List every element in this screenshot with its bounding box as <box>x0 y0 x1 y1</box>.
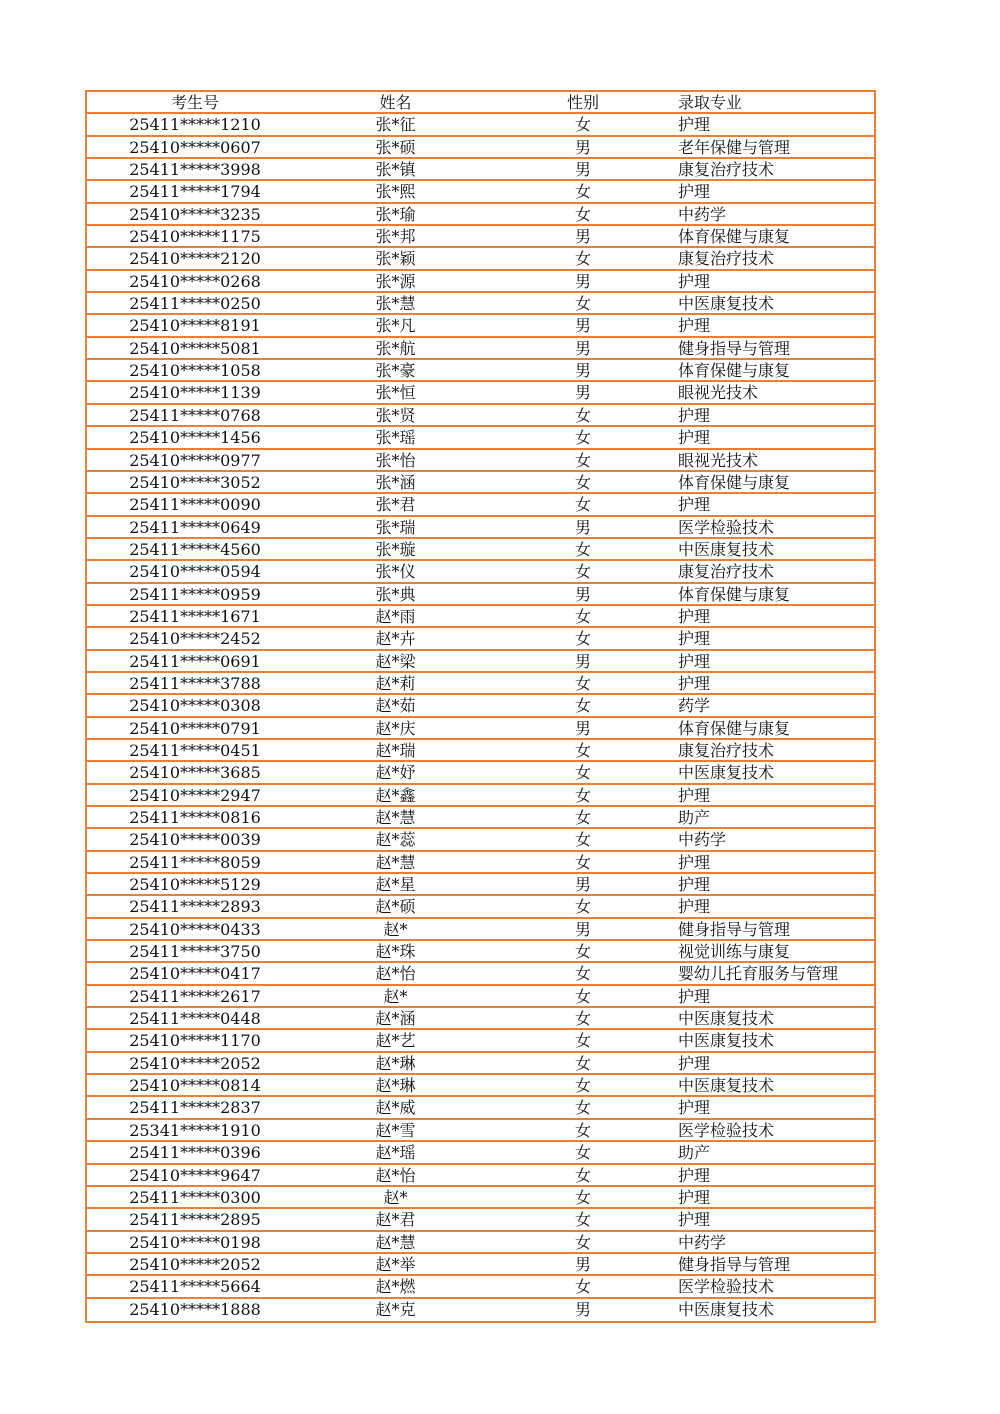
cell-major: 中医康复技术 <box>678 763 775 783</box>
cell-major: 护理 <box>678 405 711 425</box>
cell-major: 康复治疗技术 <box>678 740 775 760</box>
cell-name: 赵*雪 <box>375 1120 416 1140</box>
cell-name: 赵*琳 <box>375 1053 416 1073</box>
cell-gender: 女 <box>574 472 591 492</box>
table-row <box>87 561 874 583</box>
cell-name: 赵*鑫 <box>375 785 416 805</box>
cell-exam-id: 25411*****0816 <box>129 808 261 827</box>
cell-gender: 男 <box>574 651 591 671</box>
cell-exam-id: 25411*****0396 <box>129 1143 261 1163</box>
cell-gender: 男 <box>574 718 591 738</box>
cell-exam-id: 25410*****1139 <box>129 383 261 403</box>
cell-exam-id: 25411*****0768 <box>129 405 261 425</box>
cell-exam-id: 25410*****0977 <box>129 450 261 470</box>
cell-name: 张*征 <box>375 115 416 135</box>
table-row <box>87 450 874 472</box>
cell-name: 张*颖 <box>375 249 416 269</box>
cell-name: 赵*茹 <box>375 696 416 716</box>
cell-exam-id: 25410*****0308 <box>129 696 261 716</box>
table-row <box>87 584 874 606</box>
cell-major: 中医康复技术 <box>678 539 775 559</box>
cell-major: 护理 <box>678 852 711 872</box>
cell-name: 赵*慧 <box>375 1232 416 1252</box>
cell-gender: 女 <box>574 1165 591 1185</box>
cell-gender: 女 <box>574 1143 591 1163</box>
cell-gender: 女 <box>574 428 591 448</box>
cell-gender: 女 <box>574 539 591 559</box>
cell-name: 赵*慧 <box>375 852 416 872</box>
cell-name: 张*贤 <box>375 405 416 425</box>
cell-gender: 男 <box>574 383 591 403</box>
cell-exam-id: 25411*****0959 <box>129 584 261 604</box>
table-row <box>87 517 874 539</box>
cell-major: 体育保健与康复 <box>678 472 791 492</box>
table-row <box>87 852 874 874</box>
cell-gender: 男 <box>574 919 591 939</box>
cell-gender: 女 <box>574 606 591 626</box>
table-row <box>87 472 874 494</box>
cell-exam-id: 25410*****0594 <box>129 562 261 582</box>
cell-name: 张*硕 <box>375 137 416 157</box>
header-name: 姓名 <box>379 93 412 112</box>
cell-name: 赵*硕 <box>375 897 416 917</box>
cell-gender: 女 <box>574 182 591 202</box>
cell-major: 中药学 <box>678 830 727 850</box>
cell-major: 康复治疗技术 <box>678 160 775 180</box>
cell-exam-id: 25410*****2052 <box>129 1254 261 1274</box>
cell-name: 赵*雨 <box>375 606 416 626</box>
cell-major: 护理 <box>678 785 711 805</box>
cell-exam-id: 25410*****3685 <box>129 763 261 783</box>
cell-exam-id: 25410*****0039 <box>129 830 261 850</box>
cell-exam-id: 25410*****1456 <box>129 428 261 448</box>
table-row <box>87 1053 874 1075</box>
cell-gender: 女 <box>574 897 591 917</box>
cell-gender: 女 <box>574 763 591 783</box>
cell-gender: 女 <box>574 1031 591 1051</box>
cell-exam-id: 25410*****5081 <box>129 338 261 358</box>
cell-major: 中医康复技术 <box>678 1299 775 1319</box>
table-row <box>87 986 874 1008</box>
cell-name: 张*怡 <box>375 450 416 470</box>
cell-exam-id: 25410*****0814 <box>129 1076 261 1096</box>
cell-exam-id: 25411*****0250 <box>129 294 261 314</box>
cell-gender: 男 <box>574 1299 591 1319</box>
table-row <box>87 1142 874 1164</box>
cell-gender: 女 <box>574 115 591 135</box>
cell-major: 助产 <box>678 1143 711 1163</box>
cell-exam-id: 25410*****0791 <box>129 718 261 738</box>
table-row <box>87 1165 874 1187</box>
cell-major: 视觉训练与康复 <box>678 942 791 962</box>
cell-name: 张*豪 <box>375 361 416 381</box>
cell-gender: 女 <box>574 294 591 314</box>
table-row <box>87 651 874 673</box>
table-row <box>87 204 874 226</box>
cell-exam-id: 25411*****0448 <box>129 1009 261 1029</box>
cell-major: 护理 <box>678 629 711 649</box>
table-row <box>87 941 874 963</box>
cell-major: 健身指导与管理 <box>678 1254 791 1274</box>
cell-name: 赵*慧 <box>375 808 416 827</box>
cell-major: 体育保健与康复 <box>678 584 791 604</box>
cell-name: 张*涵 <box>375 472 416 492</box>
cell-major: 眼视光技术 <box>678 450 759 470</box>
cell-name: 张*瑶 <box>375 428 416 448</box>
table-row <box>87 539 874 561</box>
cell-major: 中医康复技术 <box>678 294 775 314</box>
cell-name: 赵*星 <box>375 875 416 895</box>
cell-major: 中医康复技术 <box>678 1009 775 1029</box>
cell-major: 护理 <box>678 428 711 448</box>
cell-name: 张*源 <box>375 271 416 291</box>
cell-name: 赵*君 <box>375 1210 416 1230</box>
cell-exam-id: 25410*****0607 <box>129 137 261 157</box>
cell-major: 中医康复技术 <box>678 1076 775 1096</box>
table-row <box>87 1120 874 1142</box>
cell-major: 护理 <box>678 986 711 1006</box>
cell-major: 体育保健与康复 <box>678 227 791 247</box>
cell-major: 中医康复技术 <box>678 1031 775 1051</box>
table-row <box>87 248 874 270</box>
cell-exam-id: 25411*****8059 <box>129 852 261 872</box>
table-row <box>87 807 874 829</box>
table-row <box>87 494 874 516</box>
cell-name: 张*镇 <box>375 160 416 180</box>
table-row <box>87 874 874 896</box>
table-row <box>87 271 874 293</box>
cell-exam-id: 25411*****2617 <box>129 986 261 1006</box>
cell-gender: 女 <box>574 629 591 649</box>
cell-gender: 男 <box>574 1254 591 1274</box>
cell-major: 护理 <box>678 495 711 515</box>
cell-name: 张*君 <box>375 495 416 515</box>
table-row <box>87 1030 874 1052</box>
cell-exam-id: 25411*****2893 <box>129 897 261 917</box>
cell-name: 张*瑜 <box>375 204 416 224</box>
cell-exam-id: 25410*****2452 <box>129 629 261 649</box>
table-row <box>87 382 874 404</box>
cell-exam-id: 25411*****3750 <box>129 942 261 962</box>
table-row <box>87 762 874 784</box>
table-row <box>87 360 874 382</box>
cell-gender: 男 <box>574 584 591 604</box>
table-row <box>87 405 874 427</box>
cell-name: 赵*莉 <box>375 673 416 693</box>
cell-gender: 女 <box>574 1098 591 1118</box>
cell-gender: 女 <box>574 495 591 515</box>
cell-major: 护理 <box>678 182 711 202</box>
header-exam-id: 考生号 <box>170 93 219 112</box>
cell-name: 赵*梁 <box>375 651 416 671</box>
cell-gender: 女 <box>574 740 591 760</box>
admission-table <box>85 90 876 1323</box>
cell-major: 康复治疗技术 <box>678 562 775 582</box>
cell-major: 护理 <box>678 1165 711 1185</box>
cell-name: 张*航 <box>375 338 416 358</box>
cell-gender: 女 <box>574 1120 591 1140</box>
cell-exam-id: 25410*****2120 <box>129 249 261 269</box>
cell-major: 助产 <box>678 808 711 827</box>
cell-major: 护理 <box>678 1098 711 1118</box>
cell-major: 护理 <box>678 897 711 917</box>
cell-gender: 女 <box>574 249 591 269</box>
cell-exam-id: 25411*****3788 <box>129 673 261 693</box>
cell-name: 张*邦 <box>375 227 416 247</box>
cell-major: 护理 <box>678 673 711 693</box>
cell-major: 护理 <box>678 1210 711 1230</box>
table-row <box>87 718 874 740</box>
table-row <box>87 1232 874 1254</box>
cell-exam-id: 25411*****1210 <box>129 115 261 135</box>
cell-major: 健身指导与管理 <box>678 919 791 939</box>
cell-exam-id: 25410*****9647 <box>129 1165 261 1185</box>
cell-name: 赵*威 <box>375 1098 416 1118</box>
cell-gender: 女 <box>574 986 591 1006</box>
table-row <box>87 226 874 248</box>
cell-name: 赵*蕊 <box>375 830 416 850</box>
table-row <box>87 1276 874 1298</box>
cell-major: 中药学 <box>678 1232 727 1252</box>
cell-gender: 女 <box>574 204 591 224</box>
table-row <box>87 1209 874 1231</box>
cell-name: 赵*怡 <box>375 964 416 984</box>
cell-name: 赵*瑞 <box>375 740 416 760</box>
cell-name: 张*凡 <box>375 316 416 336</box>
cell-name: 赵* <box>383 986 408 1006</box>
cell-exam-id: 25410*****2947 <box>129 785 261 805</box>
cell-gender: 男 <box>574 271 591 291</box>
cell-name: 赵* <box>383 919 408 939</box>
cell-name: 赵*怡 <box>375 1165 416 1185</box>
cell-name: 赵*举 <box>375 1254 416 1274</box>
cell-major: 护理 <box>678 651 711 671</box>
table-header <box>87 92 874 114</box>
table-row <box>87 963 874 985</box>
table-row <box>87 137 874 159</box>
table-row <box>87 695 874 717</box>
table-row <box>87 1299 874 1321</box>
cell-major: 健身指导与管理 <box>678 338 791 358</box>
table-row <box>87 673 874 695</box>
cell-gender: 女 <box>574 808 591 827</box>
table-row <box>87 785 874 807</box>
table-row <box>87 1008 874 1030</box>
table-row <box>87 896 874 918</box>
cell-major: 护理 <box>678 1187 711 1207</box>
cell-major: 体育保健与康复 <box>678 361 791 381</box>
table-row <box>87 829 874 851</box>
cell-exam-id: 25410*****0417 <box>129 964 261 984</box>
cell-major: 护理 <box>678 316 711 336</box>
cell-gender: 女 <box>574 1210 591 1230</box>
cell-name: 张*瑞 <box>375 517 416 537</box>
cell-major: 体育保健与康复 <box>678 718 791 738</box>
table-row <box>87 114 874 136</box>
cell-major: 护理 <box>678 1053 711 1073</box>
cell-gender: 男 <box>574 137 591 157</box>
cell-exam-id: 25410*****8191 <box>129 316 261 336</box>
cell-exam-id: 25410*****3052 <box>129 472 261 492</box>
table-row <box>87 1254 874 1276</box>
cell-gender: 男 <box>574 875 591 895</box>
cell-exam-id: 25410*****1175 <box>129 227 261 247</box>
cell-exam-id: 25411*****0691 <box>129 651 261 671</box>
table-row <box>87 919 874 941</box>
header-major: 录取专业 <box>678 93 743 112</box>
cell-major: 药学 <box>678 696 711 716</box>
cell-exam-id: 25410*****1888 <box>129 1299 261 1319</box>
cell-exam-id: 25410*****1170 <box>129 1031 261 1051</box>
cell-name: 张*慧 <box>375 294 416 314</box>
cell-exam-id: 25410*****3235 <box>129 204 261 224</box>
cell-major: 中药学 <box>678 204 727 224</box>
cell-exam-id: 25341*****1910 <box>129 1120 261 1140</box>
cell-major: 老年保健与管理 <box>678 137 791 157</box>
cell-gender: 男 <box>574 227 591 247</box>
cell-name: 赵*卉 <box>375 629 416 649</box>
cell-gender: 男 <box>574 361 591 381</box>
cell-gender: 男 <box>574 316 591 336</box>
table-row <box>87 740 874 762</box>
cell-exam-id: 25411*****2837 <box>129 1098 261 1118</box>
cell-exam-id: 25410*****2052 <box>129 1053 261 1073</box>
cell-gender: 男 <box>574 517 591 537</box>
cell-exam-id: 25410*****5129 <box>129 875 261 895</box>
cell-name: 赵*瑶 <box>375 1143 416 1163</box>
cell-name: 赵*珠 <box>375 942 416 962</box>
cell-major: 医学检验技术 <box>678 1277 775 1297</box>
cell-major: 康复治疗技术 <box>678 249 775 269</box>
cell-name: 赵*燃 <box>375 1277 416 1297</box>
cell-name: 张*典 <box>375 584 416 604</box>
cell-name: 张*仪 <box>375 562 416 582</box>
table-row <box>87 315 874 337</box>
cell-exam-id: 25410*****0268 <box>129 271 261 291</box>
cell-gender: 男 <box>574 160 591 180</box>
cell-gender: 男 <box>574 338 591 358</box>
cell-gender: 女 <box>574 562 591 582</box>
table-row <box>87 1097 874 1119</box>
cell-major: 护理 <box>678 606 711 626</box>
cell-major: 医学检验技术 <box>678 1120 775 1140</box>
cell-gender: 女 <box>574 785 591 805</box>
cell-name: 赵*涵 <box>375 1009 416 1029</box>
cell-gender: 女 <box>574 830 591 850</box>
cell-exam-id: 25411*****2895 <box>129 1210 261 1230</box>
cell-major: 护理 <box>678 271 711 291</box>
cell-exam-id: 25410*****0433 <box>129 919 261 939</box>
table-row <box>87 181 874 203</box>
table-row <box>87 427 874 449</box>
cell-name: 张*熙 <box>375 182 416 202</box>
cell-gender: 女 <box>574 405 591 425</box>
cell-gender: 女 <box>574 1232 591 1252</box>
cell-name: 赵*艺 <box>375 1031 416 1051</box>
cell-name: 赵*庆 <box>375 718 416 738</box>
cell-major: 婴幼儿托育服务与管理 <box>678 964 839 984</box>
cell-exam-id: 25411*****5664 <box>129 1277 261 1297</box>
cell-name: 赵* <box>383 1187 408 1207</box>
table-row <box>87 628 874 650</box>
cell-gender: 女 <box>574 450 591 470</box>
cell-major: 护理 <box>678 115 711 135</box>
cell-gender: 女 <box>574 1187 591 1207</box>
cell-exam-id: 25411*****3998 <box>129 160 261 180</box>
cell-exam-id: 25411*****0300 <box>129 1187 261 1207</box>
cell-name: 张*璇 <box>375 539 416 559</box>
cell-exam-id: 25411*****4560 <box>129 539 261 559</box>
cell-gender: 女 <box>574 696 591 716</box>
cell-major: 眼视光技术 <box>678 383 759 403</box>
cell-gender: 女 <box>574 1076 591 1096</box>
cell-exam-id: 25411*****0649 <box>129 517 261 537</box>
cell-name: 张*恒 <box>375 383 416 403</box>
table-row <box>87 1075 874 1097</box>
cell-gender: 女 <box>574 942 591 962</box>
table-row <box>87 338 874 360</box>
cell-exam-id: 25410*****1058 <box>129 361 261 381</box>
cell-gender: 女 <box>574 1277 591 1297</box>
cell-gender: 女 <box>574 852 591 872</box>
cell-exam-id: 25410*****0198 <box>129 1232 261 1252</box>
cell-name: 赵*克 <box>375 1299 416 1319</box>
cell-gender: 女 <box>574 1053 591 1073</box>
cell-gender: 女 <box>574 964 591 984</box>
cell-name: 赵*妤 <box>375 763 416 783</box>
cell-gender: 女 <box>574 1009 591 1029</box>
cell-exam-id: 25411*****0451 <box>129 740 261 760</box>
table-row <box>87 293 874 315</box>
cell-gender: 女 <box>574 673 591 693</box>
table-row <box>87 606 874 628</box>
table-row <box>87 1187 874 1209</box>
header-gender: 性别 <box>566 93 599 112</box>
cell-exam-id: 25411*****0090 <box>129 495 261 515</box>
cell-exam-id: 25411*****1794 <box>129 182 261 202</box>
cell-exam-id: 25411*****1671 <box>129 606 261 626</box>
cell-major: 医学检验技术 <box>678 517 775 537</box>
table-row <box>87 159 874 181</box>
cell-name: 赵*琳 <box>375 1076 416 1096</box>
cell-major: 护理 <box>678 875 711 895</box>
